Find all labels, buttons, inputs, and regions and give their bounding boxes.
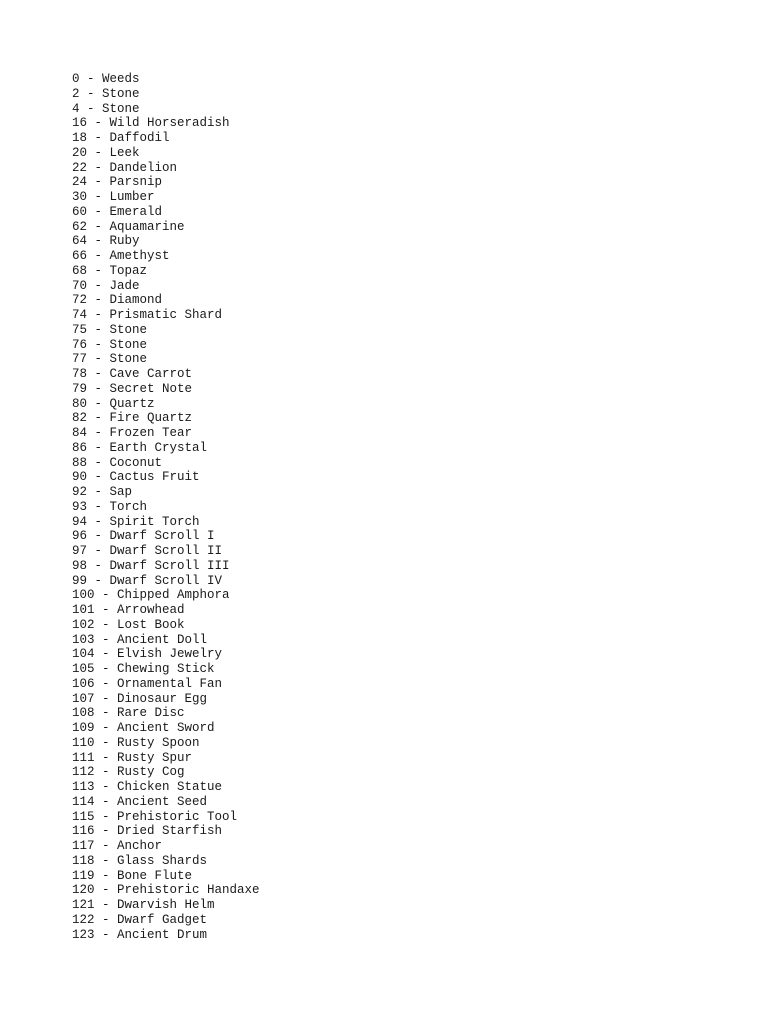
list-item: 110 - Rusty Spoon [72, 735, 200, 750]
list-item: 120 - Prehistoric Handaxe [72, 883, 260, 898]
list-item: 75 - Stone [72, 322, 148, 337]
list-item: 111 - Rusty Spur [72, 750, 193, 765]
list-item: 121 - Dwarvish Helm [72, 898, 215, 912]
list-item: 60 - Emerald [72, 204, 163, 219]
list-item: 119 - Bone Flute [72, 868, 193, 883]
list-item: 113 - Chicken Statue [72, 780, 223, 794]
list-item: 20 - Leek [72, 145, 140, 160]
list-item: 0 - Weeds [72, 72, 140, 86]
list-item: 96 - Dwarf Scroll I [72, 529, 215, 544]
list-item: 90 - Cactus Fruit [72, 470, 200, 485]
list-item: 103 - Ancient Doll [72, 632, 208, 647]
list-item: 74 - Prismatic Shard [72, 308, 223, 322]
list-item: 92 - Sap [72, 485, 133, 499]
list-item: 93 - Torch [72, 499, 148, 514]
list-item: 2 - Stone [72, 86, 140, 101]
list-item: 116 - Dried Starfish [72, 824, 223, 839]
list-item: 4 - Stone [72, 101, 140, 116]
list-item: 98 - Dwarf Scroll III [72, 558, 230, 573]
list-item: 118 - Glass Shards [72, 853, 208, 868]
list-item: 79 - Secret Note [72, 381, 193, 396]
list-item: 114 - Ancient Seed [72, 794, 208, 809]
list-item: 104 - Elvish Jewelry [72, 647, 223, 662]
list-item: 108 - Rare Disc [72, 706, 185, 721]
list-item: 70 - Jade [72, 278, 140, 293]
list-item: 86 - Earth Crystal [72, 440, 208, 455]
list-item: 123 - Ancient Drum [72, 927, 208, 942]
list-item: 88 - Coconut [72, 455, 163, 470]
list-item: 80 - Quartz [72, 396, 155, 411]
list-item: 76 - Stone [72, 337, 148, 352]
list-item: 68 - Topaz [72, 263, 148, 278]
list-item: 72 - Diamond [72, 293, 163, 308]
list-item: 18 - Daffodil [72, 131, 170, 145]
list-item: 24 - Parsnip [72, 175, 163, 190]
list-item: 94 - Spirit Torch [72, 514, 200, 529]
list-item: 109 - Ancient Sword [72, 721, 215, 735]
list-item: 112 - Rusty Cog [72, 765, 185, 780]
list-item: 78 - Cave Carrot [72, 367, 193, 381]
list-item: 100 - Chipped Amphora [72, 588, 230, 603]
list-item: 97 - Dwarf Scroll II [72, 544, 223, 558]
list-item: 30 - Lumber [72, 190, 155, 204]
list-item: 84 - Frozen Tear [72, 426, 193, 440]
list-item: 106 - Ornamental Fan [72, 676, 223, 691]
list-item: 115 - Prehistoric Tool [72, 809, 238, 824]
list-item: 101 - Arrowhead [72, 603, 185, 617]
list-item: 22 - Dandelion [72, 160, 178, 175]
list-item: 99 - Dwarf Scroll IV [72, 573, 223, 588]
list-item: 122 - Dwarf Gadget [72, 912, 208, 927]
list-item: 117 - Anchor [72, 839, 163, 853]
list-item: 77 - Stone [72, 352, 148, 367]
list-item: 16 - Wild Horseradish [72, 116, 230, 131]
list-item: 102 - Lost Book [72, 617, 185, 632]
list-item: 62 - Aquamarine [72, 219, 185, 234]
item-id-list [72, 72, 260, 942]
list-item: 64 - Ruby [72, 234, 140, 249]
list-item: 82 - Fire Quartz [72, 411, 193, 426]
list-item: 107 - Dinosaur Egg [72, 691, 208, 706]
list-item: 66 - Amethyst [72, 249, 170, 263]
list-item: 105 - Chewing Stick [72, 662, 215, 676]
